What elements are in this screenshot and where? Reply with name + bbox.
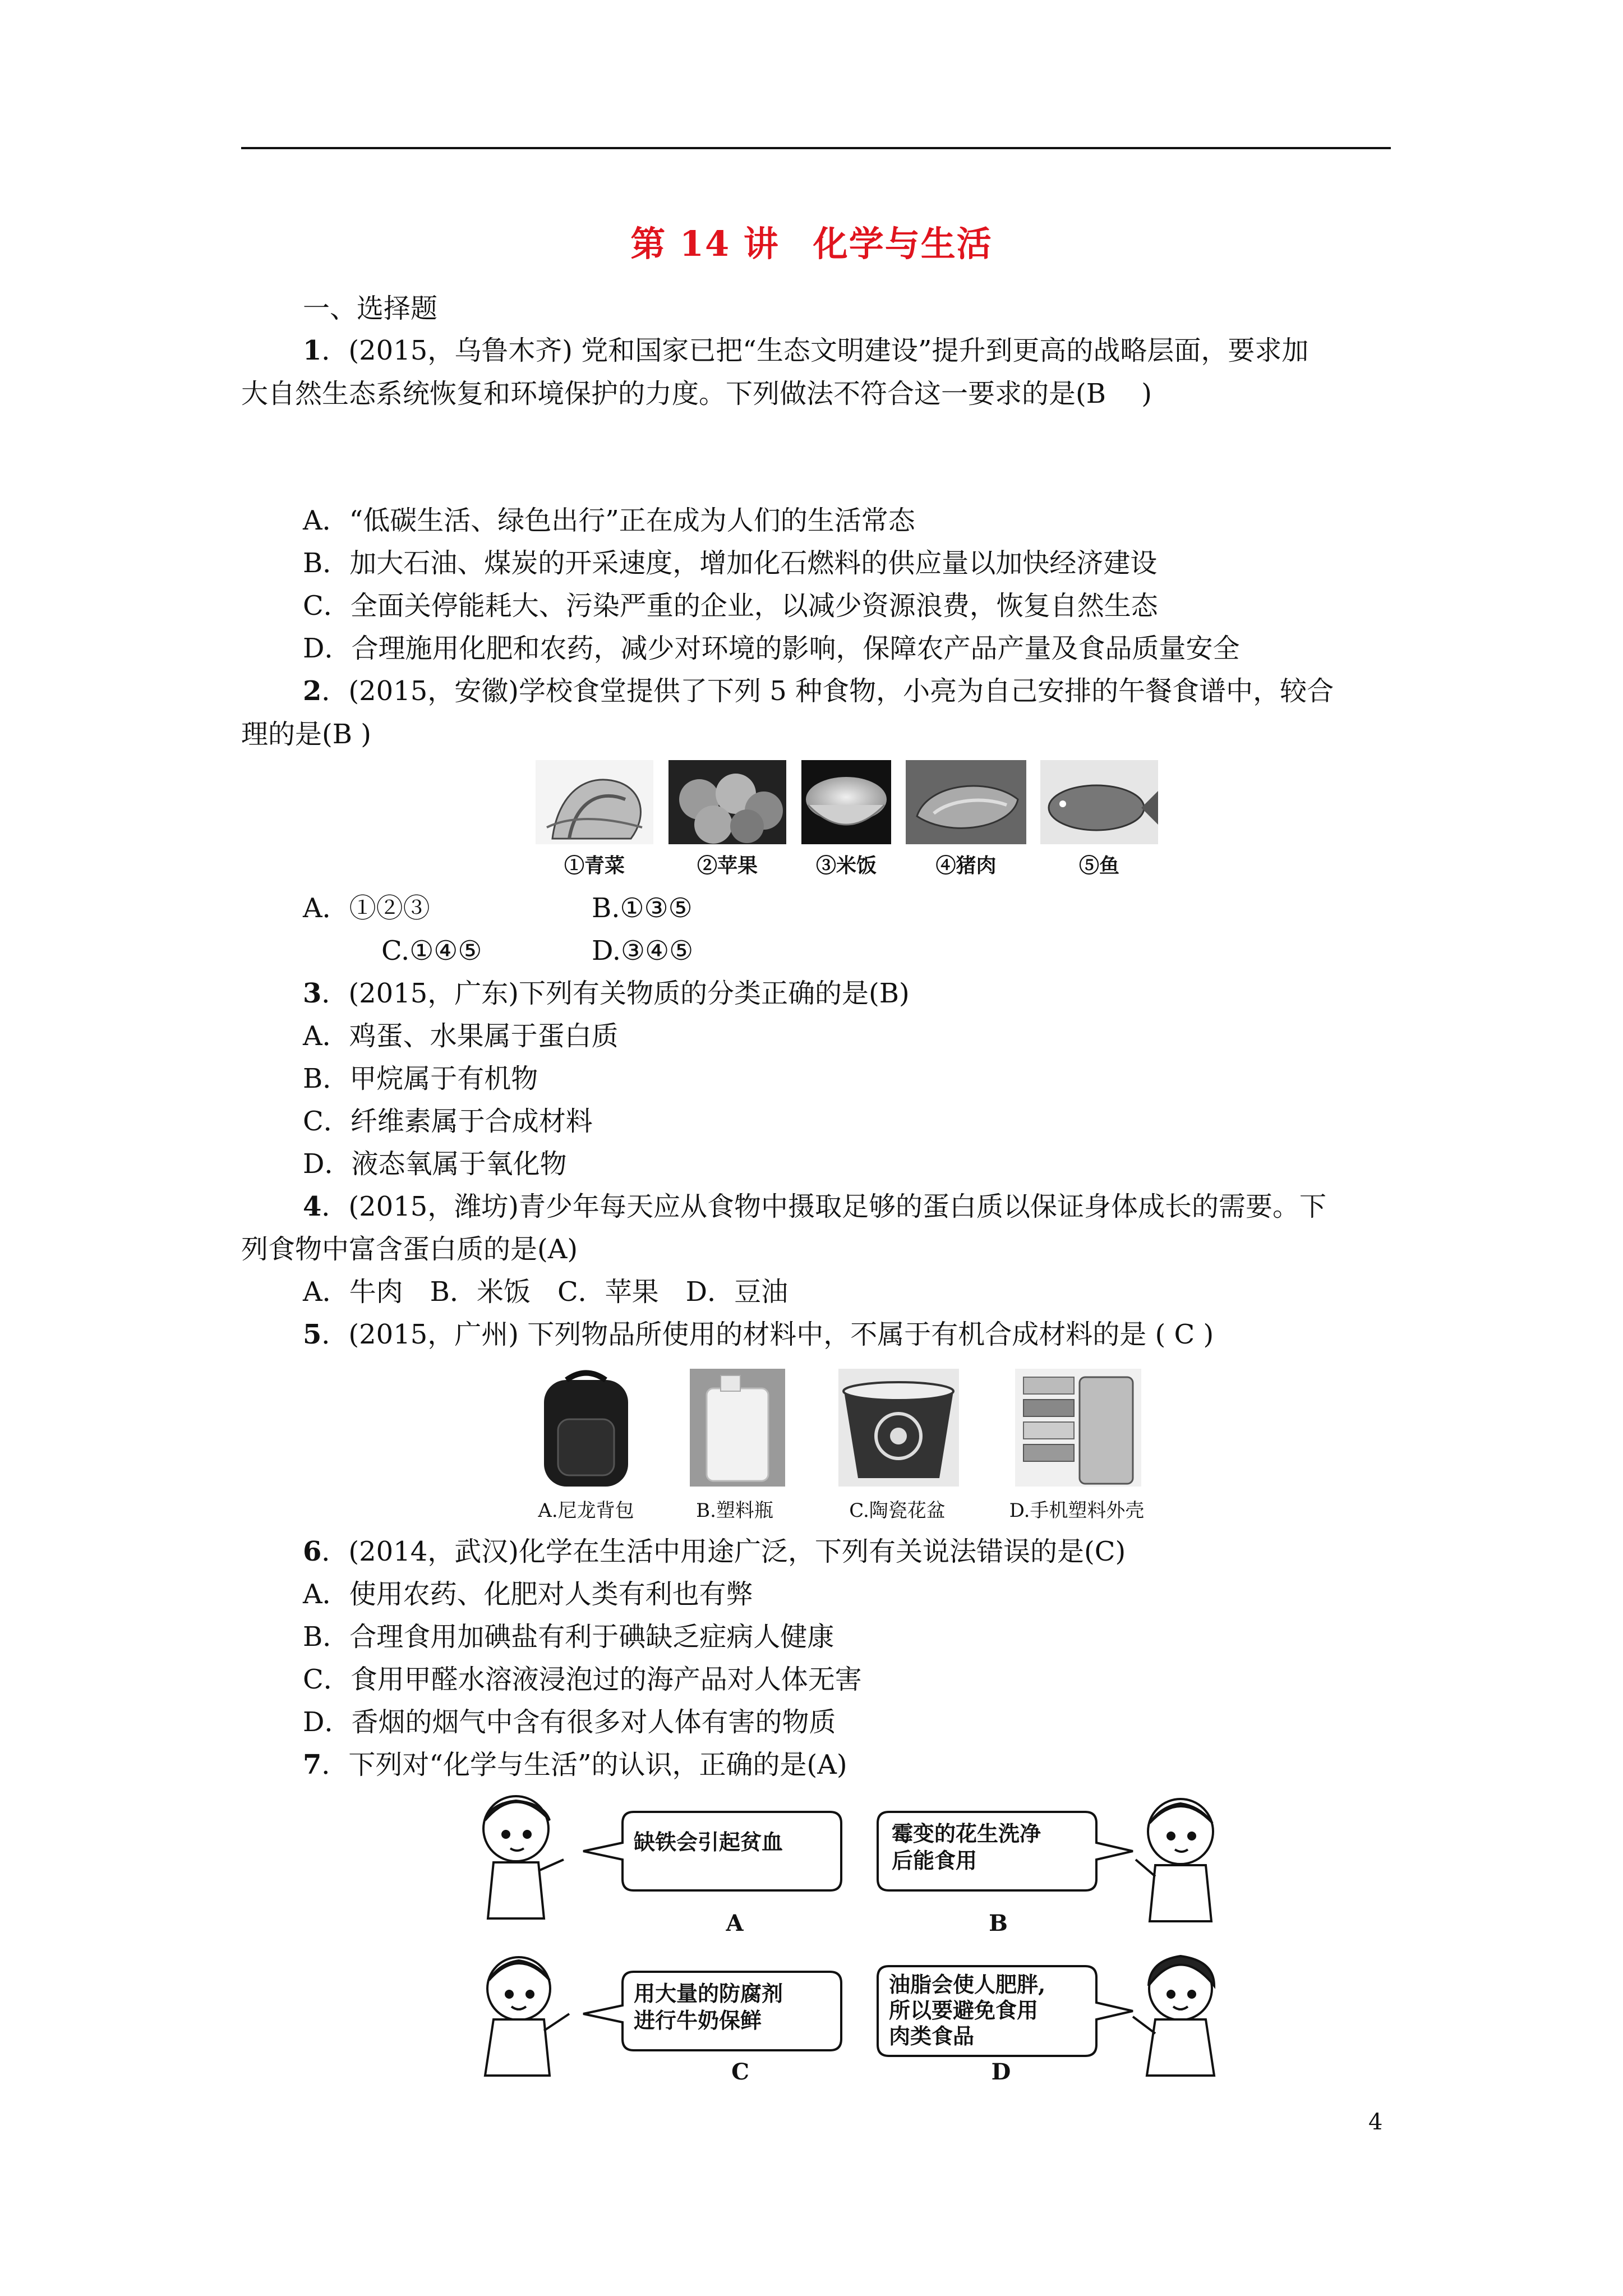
vegetable-image [536,760,653,844]
q7-number: 7 [303,1749,322,1780]
q1-line2: 大自然生态系统恢复和环境保护的力度。下列做法不符合这一要求的是(B ) [241,378,1152,409]
lecture-number: 第 14 讲 [630,223,780,264]
q2-option-d: D.③④⑤ [592,935,694,967]
q6-line1 [303,1535,1126,1568]
q2-number: 2 [303,675,322,707]
bubble-c-line2: 进行牛奶保鲜 [634,2008,762,2033]
q3-text1: ．(2015，广东)下列有关物质的分类正确的是(B) [321,978,910,1009]
q4-options: A．牛肉 B．米饭 C．苹果 D．豆油 [303,1276,789,1308]
cartoon-label-a: A [726,1910,744,1936]
q1-option-d: D．合理施用化肥和农药，减少对环境的影响，保障农产品产量及食品质量安全 [303,633,1240,664]
bubble-b-text [892,1820,1094,1874]
q2-option-a: A．①②③ [303,892,430,924]
material-label-a: A.尼龙背包 [538,1499,634,1522]
bubble-a-text [634,1829,819,1856]
section-heading: 一、选择题 [303,293,438,324]
q6-text1: ．(2014，武汉)化学在生活中用途广泛，下列有关说法错误的是(C) [321,1536,1126,1567]
q6-option-b: B．合理食用加碘盐有利于碘缺乏症病人健康 [303,1621,834,1653]
q7-text1: ．下列对“化学与生活”的认识，正确的是(A) [321,1749,847,1780]
material-label-c: C.陶瓷花盆 [849,1499,946,1522]
q4-number: 4 [303,1191,322,1222]
q2-option-b: B.①③⑤ [592,892,693,924]
ceramic-pot-image [838,1369,959,1487]
q1-text1: ．(2015，乌鲁木齐) 党和国家已把“生态文明建设”提升到更高的战略层面，要求加 [321,335,1309,366]
bubble-b-line2: 后能食用 [892,1848,978,1873]
q3-option-b: B．甲烷属于有机物 [303,1063,538,1094]
q5-line1 [303,1318,1214,1351]
q3-line1 [303,977,910,1010]
cartoon-dialog-figure [471,1787,1234,2084]
q2-line1 [303,674,1334,708]
food-label-2: ②苹果 [697,854,758,877]
boy-b-illustration [1136,1799,1213,1921]
q4-line2: 列食物中富含蛋白质的是(A) [241,1234,578,1265]
food-label-1: ①青菜 [564,854,625,877]
bubble-a-line1: 缺铁会引起贫血 [634,1829,783,1855]
header-rule [241,147,1391,149]
plastic-bottle-image [690,1369,785,1487]
q6-number: 6 [303,1536,322,1567]
q1-option-b: B．加大石油、煤炭的开采速度，增加化石燃料的供应量以加快经济建设 [303,547,1158,579]
bubble-d-line2: 所以要避免食用 [889,1998,1039,2023]
q3-option-c: C．纤维素属于合成材料 [303,1106,593,1137]
bubble-d-text [889,1972,1091,2049]
fish-image [1040,760,1158,844]
q1-option-a: A．“低碳生活、绿色出行”正在成为人们的生活常态 [303,505,915,536]
page-number: 4 [1368,2109,1383,2135]
q1-line1 [303,334,1308,367]
phone-case-image [1015,1369,1141,1487]
material-label-b: B.塑料瓶 [696,1499,773,1522]
bubble-c-text [634,1980,836,2034]
backpack-image [544,1373,628,1487]
q1-number: 1 [303,335,322,366]
boy-c-illustration [485,1957,569,2076]
q2-line2: 理的是(B ) [241,719,371,750]
q5-number: 5 [303,1319,322,1350]
q2-option-c: C.①④⑤ [381,935,482,967]
cartoon-label-c: C [731,2059,749,2085]
q7-line1 [303,1748,847,1782]
page-title [0,216,1623,266]
pork-image [906,760,1026,844]
rice-image [801,760,891,844]
bubble-d-line1: 油脂会使人肥胖, [889,1972,1046,1997]
food-images [536,760,1164,844]
apple-image [668,760,786,844]
q6-option-d: D．香烟的烟气中含有很多对人体有害的物质 [303,1706,836,1738]
material-images [538,1369,1150,1492]
q5-text1: ．(2015，广州) 下列物品所使用的材料中，不属于有机合成材料的是 ( C ) [321,1319,1214,1350]
cartoon-label-d: D [991,2059,1011,2085]
q1-option-c: C．全面关停能耗大、污染严重的企业，以减少资源浪费，恢复自然生态 [303,590,1158,622]
bubble-d-line3: 肉类食品 [889,2023,975,2049]
q4-line1 [303,1190,1326,1223]
food-label-4: ④猪肉 [935,854,997,877]
food-label-3: ③米饭 [815,854,877,877]
bubble-c-line1: 用大量的防腐剂 [634,1981,783,2006]
lecture-topic: 化学与生活 [813,223,993,264]
q6-option-a: A．使用农药、化肥对人类有利也有弊 [303,1579,753,1610]
food-label-5: ⑤鱼 [1078,854,1119,877]
girl-d-illustration [1133,1956,1214,2076]
q4-text1: ．(2015，潍坊)青少年每天应从食物中摄取足够的蛋白质以保证身体成长的需要。下 [321,1191,1327,1222]
cartoon-label-b: B [989,1910,1008,1936]
q3-option-d: D．液态氧属于氧化物 [303,1148,567,1180]
q2-text1: ．(2015，安徽)学校食堂提供了下列 5 种食物，小亮为自己安排的午餐食谱中，较合 [321,675,1334,707]
bubble-b-line1: 霉变的花生洗净 [892,1821,1041,1846]
q6-option-c: C．食用甲醛水溶液浸泡过的海产品对人体无害 [303,1664,862,1695]
q3-option-a: A．鸡蛋、水果属于蛋白质 [303,1020,619,1052]
q3-number: 3 [303,978,322,1009]
girl-a-illustration [483,1796,564,1918]
material-label-d: D.手机塑料外壳 [1009,1499,1145,1522]
